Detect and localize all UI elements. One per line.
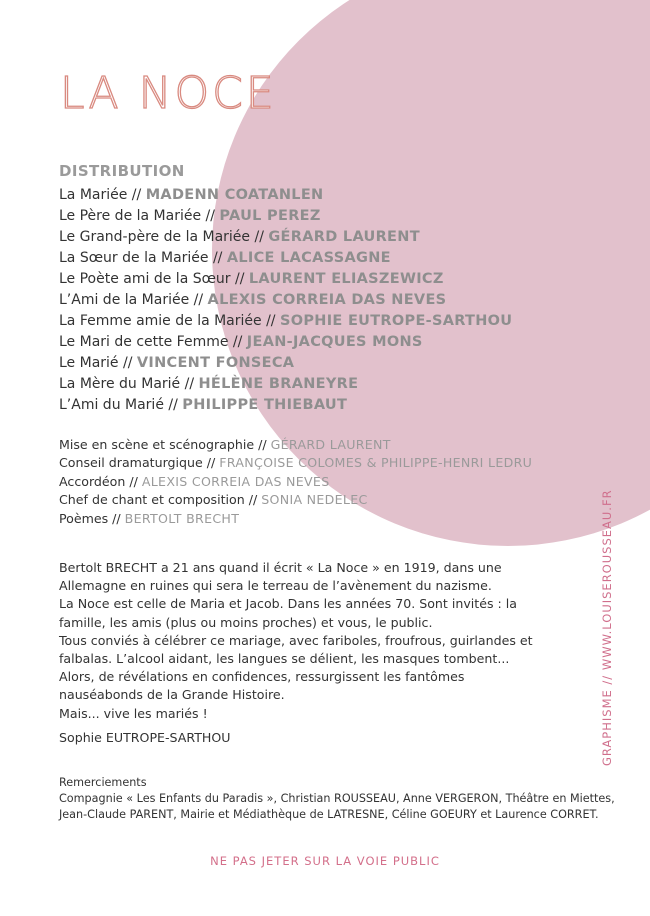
page-title: LA NOCE bbox=[60, 68, 277, 119]
cast-actor: JEAN-JACQUES MONS bbox=[246, 334, 423, 350]
distribution-heading: DISTRIBUTION bbox=[59, 162, 185, 180]
crew-row bbox=[59, 510, 532, 528]
cast-role: Le Grand-père de la Mariée // bbox=[59, 229, 269, 245]
cast-role: L’Ami de la Mariée // bbox=[59, 292, 208, 308]
crew-person: GÉRARD LAURENT bbox=[270, 437, 391, 452]
crew-row bbox=[59, 473, 532, 491]
synopsis-line: La Noce est celle de Maria et Jacob. Dans les années 70. Sont invités : la bbox=[59, 596, 517, 612]
synopsis-line: falbalas. L’alcool aidant, les langues se délient, les masques tombent... bbox=[59, 651, 510, 667]
designer-credit: GRAPHISME // WWW.LOUISEROUSSEAU.FR bbox=[600, 489, 614, 766]
synopsis-line: Tous conviés à célébrer ce mariage, avec fariboles, froufrous, guirlandes et bbox=[59, 632, 533, 648]
synopsis-line: Alors, de révélations en confidences, ressurgissent les fantômes bbox=[59, 669, 465, 685]
cast-actor: ALEXIS CORREIA DAS NEVES bbox=[207, 292, 447, 308]
crew-row bbox=[59, 454, 532, 472]
crew-list bbox=[59, 436, 532, 528]
cast-role: Le Mari de cette Femme // bbox=[59, 334, 247, 350]
footer-notice: NE PAS JETER SUR LA VOIE PUBLIC bbox=[210, 854, 440, 868]
cast-role: L’Ami du Marié // bbox=[59, 397, 183, 413]
crew-person: FRANÇOISE COLOMES & PHILIPPE-HENRI LEDRU bbox=[219, 455, 533, 471]
acknowledgements-heading: Remerciements bbox=[59, 776, 147, 789]
cast-row bbox=[59, 227, 512, 248]
cast-role: La Mariée // bbox=[59, 187, 146, 203]
cast-row bbox=[59, 290, 512, 311]
crew-role: Poèmes // bbox=[59, 510, 125, 526]
acknowledgements-line: Compagnie « Les Enfants du Paradis », Christian ROUSSEAU, Anne VERGERON, Théâtre en Miettes, bbox=[59, 792, 615, 805]
cast-row bbox=[59, 206, 512, 227]
acknowledgements-line: Jean-Claude PARENT, Mairie et Médiathèque de LATRESNE, Céline GOEURY et Laurence CORRET. bbox=[59, 808, 599, 821]
cast-row bbox=[59, 332, 512, 353]
cast-actor: PAUL PEREZ bbox=[219, 208, 321, 224]
acknowledgements bbox=[59, 775, 615, 823]
crew-row bbox=[59, 491, 532, 509]
cast-actor: SOPHIE EUTROPE-SARTHOU bbox=[279, 313, 513, 329]
cast-role: Le Marié // bbox=[59, 355, 137, 371]
cast-actor: HÉLÈNE BRANEYRE bbox=[198, 376, 359, 392]
cast-actor: GÉRARD LAURENT bbox=[268, 229, 420, 245]
cast-row bbox=[59, 269, 512, 290]
cast-role: La Mère du Marié // bbox=[59, 376, 199, 392]
crew-role: Conseil dramaturgique // bbox=[59, 455, 220, 471]
cast-role: La Sœur de la Mariée // bbox=[59, 250, 227, 266]
cast-role: Le Poète ami de la Sœur // bbox=[59, 271, 249, 287]
cast-role: La Femme amie de la Mariée // bbox=[59, 313, 280, 329]
cast-role: Le Père de la Mariée // bbox=[59, 208, 220, 224]
cast-row bbox=[59, 248, 512, 269]
synopsis-text bbox=[59, 559, 599, 723]
cast-row bbox=[59, 374, 512, 395]
cast-list bbox=[59, 185, 512, 416]
synopsis-line: famille, les amis (plus ou moins proches) et vous, le public. bbox=[59, 614, 433, 630]
cast-actor: MADENN COATANLEN bbox=[145, 187, 324, 203]
cast-actor: LAURENT ELIASZEWICZ bbox=[248, 271, 444, 287]
synopsis-line: Allemagne en ruines qui sera le terreau de l’avènement du nazisme. bbox=[59, 578, 492, 594]
cast-actor: VINCENT FONSECA bbox=[136, 355, 295, 371]
cast-row bbox=[59, 185, 512, 206]
cast-row bbox=[59, 395, 512, 416]
signature: Sophie EUTROPE-SARTHOU bbox=[59, 730, 231, 745]
crew-person: BERTOLT BRECHT bbox=[124, 510, 240, 526]
crew-role: Accordéon // bbox=[59, 473, 142, 489]
synopsis-line: Bertolt BRECHT a 21 ans quand il écrit « La Noce » en 1919, dans une bbox=[59, 560, 502, 575]
cast-row bbox=[59, 353, 512, 374]
crew-role: Mise en scène et scénographie // bbox=[59, 437, 271, 452]
synopsis-line: Mais... vive les mariés ! bbox=[59, 705, 208, 721]
crew-person: ALEXIS CORREIA DAS NEVES bbox=[141, 473, 330, 489]
crew-row bbox=[59, 436, 532, 454]
crew-person: SONIA NEDELEC bbox=[261, 492, 368, 508]
cast-row bbox=[59, 311, 512, 332]
cast-actor: PHILIPPE THIEBAUT bbox=[182, 397, 348, 413]
synopsis-line: nauséabonds de la Grande Histoire. bbox=[59, 687, 285, 703]
cast-actor: ALICE LACASSAGNE bbox=[226, 250, 391, 266]
crew-role: Chef de chant et composition // bbox=[59, 492, 262, 508]
